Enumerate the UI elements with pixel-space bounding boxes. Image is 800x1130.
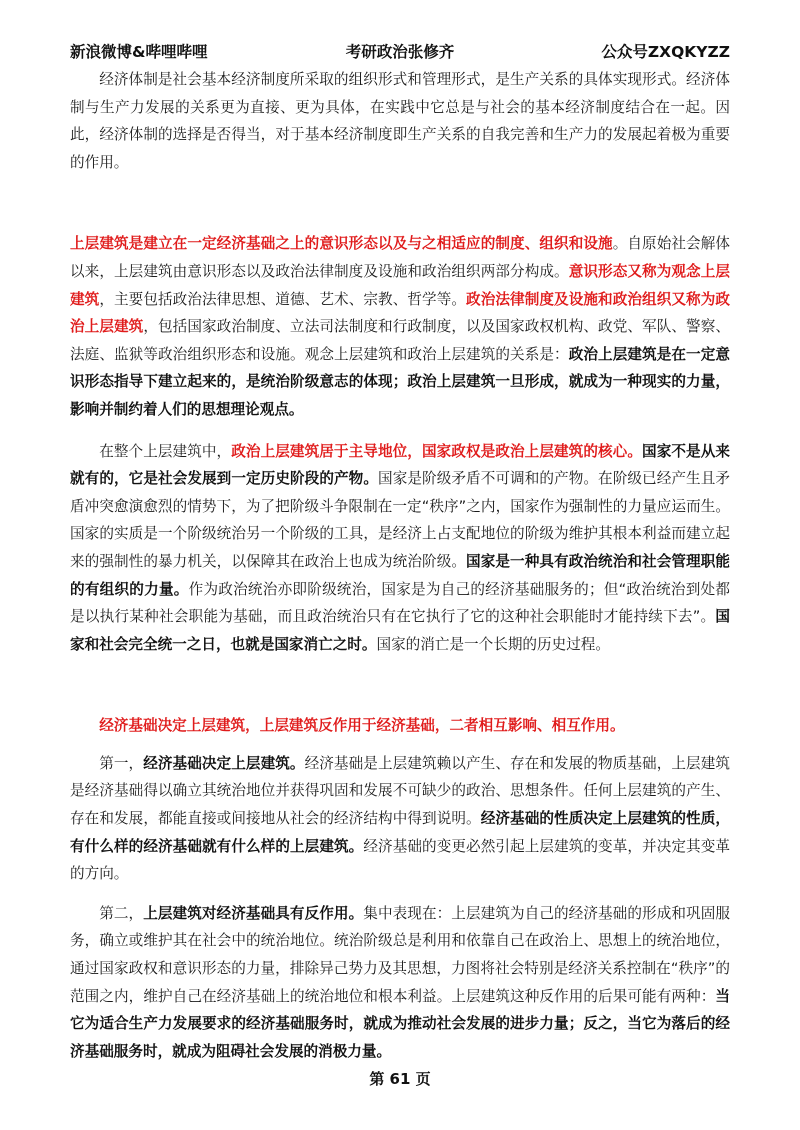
text-span: 国家是阶级矛盾不可调和的产物。在阶级已经产生且矛盾冲突愈演愈烈的情势下，为了把阶级斗争限制在一定“秩序”之内，国家作为强制性的力量应运而生。国家的实质是一个阶级统治另一个阶级的工具，是经济上占支配地位的阶级为维护其根本利益而建立起来的强制性的暴力机关，以保障其在政治上也成为统治阶级。 bbox=[70, 470, 730, 570]
bold-text: 经济基础决定上层建筑。 bbox=[143, 754, 305, 772]
text-span: 在整个上层建筑中， bbox=[99, 442, 232, 460]
page-body bbox=[70, 66, 730, 1065]
highlight-text: 经济基础决定上层建筑，上层建筑反作用于经济基础，二者相互影响、相互作用。 bbox=[99, 717, 625, 735]
bold-text: 国家和社会完全统一之日，也就是国家消亡之时。 bbox=[70, 608, 730, 653]
page-number: 第 61 页 bbox=[369, 1070, 431, 1088]
header-weibo-bilibili: 新浪微博&哔哩哔哩 bbox=[70, 43, 208, 61]
paragraph-superstructure-definition bbox=[70, 230, 730, 423]
page-header bbox=[70, 40, 730, 64]
highlight-text: 政治法律制度及设施和政治组织又称为政治上层建筑 bbox=[70, 290, 730, 336]
text-span: ，包括国家政治制度、立法司法制度和行政制度，以及国家政权机构、政党、军队、警察、法庭、监狱等政治组织形态和设施。观念上层建筑和政治上层建筑的关系是： bbox=[70, 318, 730, 363]
paragraph-base-superstructure-relation bbox=[70, 712, 730, 740]
text-span: 国家的消亡是一个长期的历史过程。 bbox=[376, 635, 610, 653]
header-wechat-account: 公众号ZXQKYZZ bbox=[601, 43, 730, 61]
bold-text: 国家是一种具有政治统治和社会管理职能的有组织的力量。 bbox=[70, 552, 730, 598]
text-span: 经济基础的变更必然引起上层建筑的变革，并决定其变革的方向。 bbox=[70, 837, 730, 883]
paragraph-state bbox=[70, 438, 730, 659]
text-span: 。自原始社会解体以来，上层建筑由意识形态以及政治法律制度及设施和政治组织两部分构成。 bbox=[70, 235, 730, 280]
paragraph-second-point bbox=[70, 900, 730, 1066]
bold-text: 当它为适合生产力发展要求的经济基础服务时，就成为推动社会发展的进步力量；反之，当它为落后的经济基础服务时，就成为阻碍社会发展的消极力量。 bbox=[70, 987, 730, 1060]
text-span: ，主要包括政治法律思想、道德、艺术、宗教、哲学等。 bbox=[99, 290, 467, 308]
bold-text: 国家不是从来就有的，它是社会发展到一定历史阶段的产物。 bbox=[70, 442, 730, 488]
text-span: 第一， bbox=[99, 754, 144, 772]
header-title: 考研政治张修齐 bbox=[345, 43, 455, 61]
text-span: 作为政治统治亦即阶级统治，国家是为自己的经济基础服务的；但“政治统治到处都是以执行某种社会职能为基础，而且政治统治只有在它执行了它的这种社会职能时才能持续下去”。 bbox=[70, 580, 730, 626]
bold-text: 经济基础的性质决定上层建筑的性质，有什么样的经济基础就有什么样的上层建筑。 bbox=[70, 810, 730, 855]
paragraph-economic-system bbox=[70, 66, 730, 176]
bold-text: 上层建筑对经济基础具有反作用。 bbox=[143, 904, 364, 922]
text-span: 经济基础是上层建筑赖以产生、存在和发展的物质基础，上层建筑是经济基础得以确立其统治地位并获得巩固和发展不可缺少的政治、思想条件。任何上层建筑的产生、存在和发展，都能直接或间接地从社会的经济结构中得到说明。 bbox=[70, 754, 730, 828]
highlight-text: 意识形态又称为观念上层建筑 bbox=[70, 262, 730, 308]
highlight-text: 政治上层建筑居于主导地位，国家政权是政治上层建筑的核心。 bbox=[231, 442, 643, 460]
text-span: 集中表现在：上层建筑为自己的经济基础的形成和巩固服务，确立或维护其在社会中的统治地位。统治阶级总是利用和依靠自己在政治上、思想上的统治地位，通过国家政权和意识形态的力量，排除异己势力及其思想，力图将社会特别是经济关系控制在“秩序”的范围之内，维护自己在经济基础上的统治地位和根本利益。上层建筑这种反作用的后果可能有两种： bbox=[70, 904, 730, 1005]
text-span: 第二， bbox=[99, 904, 144, 922]
bold-text: 政治上层建筑是在一定意识形态指导下建立起来的，是统治阶级意志的体现；政治上层建筑一旦形成，就成为一种现实的力量，影响并制约着人们的思想理论观点。 bbox=[70, 345, 730, 418]
paragraph-first-point bbox=[70, 750, 730, 888]
highlight-text: 上层建筑是建立在一定经济基础之上的意识形态以及与之相适应的制度、组织和设施 bbox=[70, 235, 613, 253]
text-span: 经济体制是社会基本经济制度所采取的组织形式和管理形式，是生产关系的具体实现形式。经济体制与生产力发展的关系更为直接、更为具体，在实践中它总是与社会的基本经济制度结合在一起。因此，经济体制的选择是否得当，对于基本经济制度即生产关系的自我完善和生产力的发展起着极为重要的作用。 bbox=[70, 71, 730, 171]
